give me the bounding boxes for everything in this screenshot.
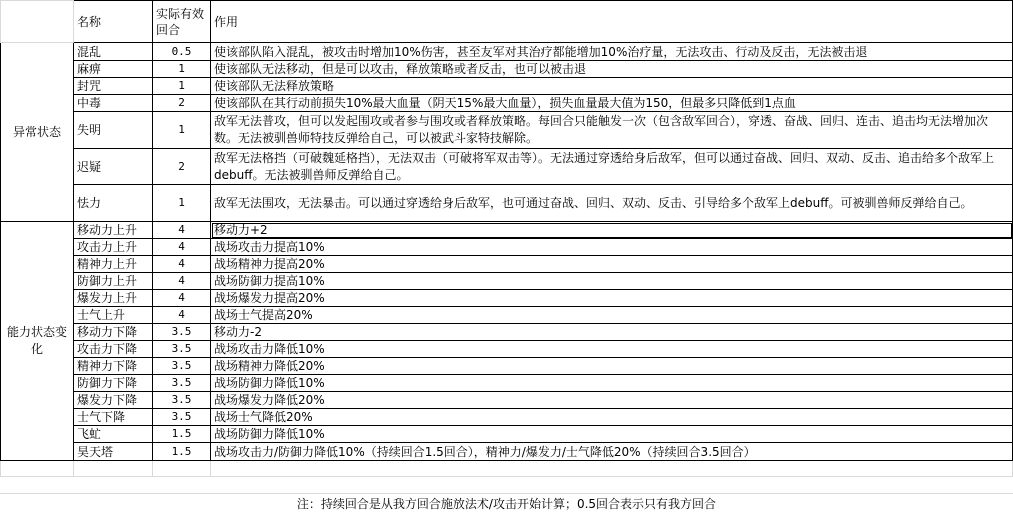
effect-rounds: 4 (153, 290, 211, 307)
empty-cell (1, 461, 74, 477)
effect-rounds: 1.5 (153, 426, 211, 443)
effect-name: 迟疑 (74, 149, 153, 185)
effect-description: 战场精神力降低20% (211, 358, 1013, 375)
effect-name: 爆发力上升 (74, 290, 153, 307)
effect-description: 战场防御力降低10% (211, 375, 1013, 392)
effect-rounds: 0.5 (153, 43, 211, 61)
empty-row (1, 461, 1013, 477)
effect-description: 使该部队陷入混乱，被攻击时增加10%伤害，甚至友军对其治疗都能增加10%治疗量，无法攻击、行动及反击，无法被击退 (211, 43, 1013, 61)
effect-rounds: 4 (153, 222, 211, 239)
table-row (1, 43, 1013, 61)
table-row (1, 112, 1013, 149)
effect-description: 敌军无法格挡（可破魏延格挡），无法双击（可破将军双击等）。无法通过穿透给身后敌军，但可以通过奋战、回归、双动、反击、追击给多个敌军上debuff。无法被驯兽师反弹给自己。 (211, 149, 1013, 185)
table-row (1, 375, 1013, 392)
table-row (1, 95, 1013, 112)
effect-name: 攻击力上升 (74, 239, 153, 256)
effect-rounds: 3.5 (153, 392, 211, 409)
effect-rounds: 1 (153, 112, 211, 149)
effect-description: 敌军无法普攻，但可以发起围攻或者参与围攻或者释放策略。每回合只能触发一次（包含敌军回合），穿透、奋战、回归、连击、追击均无法增加次数。无法被驯兽师特技反弹给自己，可以被武斗家特技解除。 (211, 112, 1013, 149)
effect-rounds: 1.5 (153, 443, 211, 461)
effect-rounds: 3.5 (153, 375, 211, 392)
empty-cell (153, 461, 211, 477)
empty-cell (74, 461, 153, 477)
effect-name: 爆发力下降 (74, 392, 153, 409)
effect-name: 怯力 (74, 185, 153, 222)
effect-name: 精神力下降 (74, 358, 153, 375)
table-row (1, 426, 1013, 443)
table-row (1, 290, 1013, 307)
effect-rounds: 3.5 (153, 409, 211, 426)
effect-rounds: 2 (153, 95, 211, 112)
effect-rounds: 3.5 (153, 324, 211, 341)
effect-rounds: 3.5 (153, 341, 211, 358)
effect-description: 战场防御力降低10% (211, 426, 1013, 443)
effect-rounds: 4 (153, 239, 211, 256)
effect-name: 士气上升 (74, 307, 153, 324)
effect-name: 精神力上升 (74, 256, 153, 273)
effect-description: 战场士气提高20% (211, 307, 1013, 324)
effect-description: 战场攻击力提高10% (211, 239, 1013, 256)
header-rounds: 实际有效回合 (153, 1, 211, 43)
effect-rounds: 1 (153, 185, 211, 222)
effect-description: 战场攻击力降低10% (211, 341, 1013, 358)
effect-rounds: 4 (153, 307, 211, 324)
effect-rounds: 1 (153, 78, 211, 95)
effect-description: 战场精神力提高20% (211, 256, 1013, 273)
effect-name: 士气下降 (74, 409, 153, 426)
effect-name: 混乱 (74, 43, 153, 61)
group-abnormal: 异常状态 (1, 43, 74, 222)
table-row (1, 358, 1013, 375)
table-row (1, 185, 1013, 222)
effect-description: 战场爆发力提高20% (211, 290, 1013, 307)
effect-description: 战场爆发力降低20% (211, 392, 1013, 409)
table-row (1, 443, 1013, 461)
effect-name: 封咒 (74, 78, 153, 95)
table-row (1, 78, 1013, 95)
effect-description[interactable]: 移动力+2 (211, 222, 1013, 239)
table-row (1, 409, 1013, 426)
header-effect: 作用 (211, 1, 1013, 43)
effect-name: 移动力下降 (74, 324, 153, 341)
effect-name: 移动力上升 (74, 222, 153, 239)
table-row (1, 324, 1013, 341)
table-row (1, 392, 1013, 409)
effect-description: 战场士气降低20% (211, 409, 1013, 426)
table-row (1, 61, 1013, 78)
effect-description: 敌军无法围攻，无法暴击。可以通过穿透给身后敌军，也可通过奋战、回归、双动、反击、引导给多个敌军上debuff。可被驯兽师反弹给自己。 (211, 185, 1013, 222)
group-ability: 能力状态变化 (1, 222, 74, 461)
effect-description: 战场攻击力/防御力降低10%（持续回合1.5回合），精神力/爆发力/士气降低20%（持续回合3.5回合） (211, 443, 1013, 461)
effect-name: 防御力上升 (74, 273, 153, 290)
effect-rounds: 1 (153, 61, 211, 78)
effect-description: 移动力-2 (211, 324, 1013, 341)
effect-rounds: 4 (153, 256, 211, 273)
empty-cell (211, 461, 1013, 477)
effect-description: 战场防御力提高10% (211, 273, 1013, 290)
table-row (1, 256, 1013, 273)
effect-description: 使该部队无法移动，但是可以攻击，释放策略或者反击，也可以被击退 (211, 61, 1013, 78)
corner-cell (1, 1, 74, 43)
header-name: 名称 (74, 1, 153, 43)
effect-name: 失明 (74, 112, 153, 149)
effect-name: 昊天塔 (74, 443, 153, 461)
effect-name: 中毒 (74, 95, 153, 112)
table-row (1, 273, 1013, 290)
effect-rounds: 2 (153, 149, 211, 185)
effect-description: 使该部队无法释放策略 (211, 78, 1013, 95)
table-row (1, 341, 1013, 358)
effect-rounds: 3.5 (153, 358, 211, 375)
effect-name: 飞虻 (74, 426, 153, 443)
effect-name: 防御力下降 (74, 375, 153, 392)
table-row (1, 307, 1013, 324)
effect-name: 麻痹 (74, 61, 153, 78)
table-row (1, 239, 1013, 256)
footnote: 注：持续回合是从我方回合施放法术/攻击开始计算；0.5回合表示只有我方回合 (0, 493, 1013, 514)
header-row (1, 1, 1013, 43)
effect-description: 使该部队在其行动前损失10%最大血量（阴天15%最大血量），损失血量最大值为150，但最多只降低到1点血 (211, 95, 1013, 112)
table-row (1, 222, 1013, 239)
table-row (1, 149, 1013, 185)
effect-rounds: 4 (153, 273, 211, 290)
effect-name: 攻击力下降 (74, 341, 153, 358)
